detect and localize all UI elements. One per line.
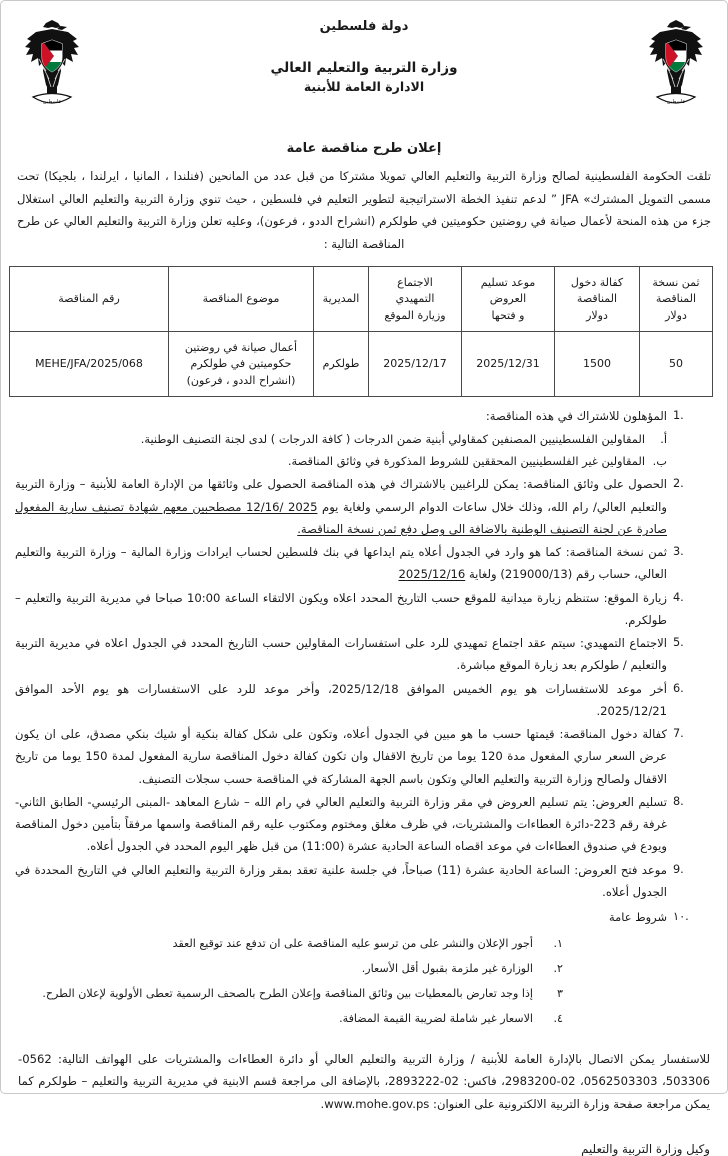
general-condition-1-marker: ١. (553, 937, 563, 951)
department-name: الادارة العامة للأبنية (303, 79, 425, 94)
term-1-sub-b-text: المقاولين غير الفلسطينيين المحققين للشروط المذكورة في وثائق المناقصة. (287, 453, 645, 468)
header-meeting-l1: الاجتماع (397, 275, 433, 289)
cell-tender-number: MEHE/JFA/2025/068 (10, 332, 169, 397)
svg-text:فلسطين: فلسطين (43, 99, 61, 105)
term-3-underlined-date: 2025/12/16 (398, 567, 466, 582)
term-1-number: 1. (673, 409, 684, 423)
term-1-text: المؤهلون للاشتراك في هذه المناقصة: (485, 409, 667, 424)
header-subject: موضوع المناقصة (169, 267, 314, 332)
general-condition-2-marker: ٢. (553, 962, 563, 975)
header-price (640, 267, 713, 332)
term-1-sub-a (15, 429, 667, 451)
header-price-l2: المناقصة (655, 292, 697, 306)
svg-text:فلسطين: فلسطين (667, 99, 685, 105)
term-4-text: زيارة الموقع: ستنظم زيارة ميدانية للموقع حسب التاريخ المحدد اعلاه ويكون الالتقاء الساعة 10:00 صباحا في مديرية التربية والتعليم – طولكرم. (15, 590, 667, 627)
term-item-1 (15, 405, 713, 472)
term-6-text: أخر موعد للاستفسارات هو يوم الخميس الموافق 2025/12/18، وأخر موعد للرد على الاستفسارات هو يوم الأحد الموافق 2025/12/21. (15, 681, 667, 718)
header-price-l3: دولار (665, 308, 687, 322)
general-condition-1 (15, 932, 667, 957)
general-condition-4-text: الاسعار غير شاملة لضريبة القيمة المضافة. (339, 1011, 533, 1025)
term-item-4 (15, 587, 713, 632)
palestine-eagle-emblem-left (21, 17, 83, 117)
header-deadline-l2: العروض (489, 292, 527, 306)
term-7-number: 7. (673, 727, 684, 741)
terms-list (15, 405, 713, 903)
term-1-sub-b-marker: ب. (652, 453, 667, 468)
general-conditions-number: ١٠. (673, 910, 689, 924)
header-tender-number: رقم المناقصة (10, 267, 169, 332)
header-text-block (15, 11, 713, 94)
header-meeting-l3: وزيارة الموقع (384, 308, 446, 322)
term-2-number: 2. (673, 477, 684, 491)
general-condition-3-marker: ٣ (557, 986, 563, 1000)
palestine-eagle-emblem-right (645, 17, 707, 117)
intro-paragraph: تلقت الحكومة الفلسطينية لصالح وزارة التربية والتعليم العالي تمويلا مشتركا من قبل عدد من المانحين (فنلندا ، المانيا ، ايرلندا ، بلجيكا) تحت مسمى التمويل المشترك» JFA ” لدعم تنفيذ الخطة الاستراتيجية لتطوير التعليم في فلسطين ، حيث تنوي وزارة التربية والتعليم العالي استغلال جزء من هذه المنحة لأعمال صيانة في روضتين حكوميتين في طولكرم (انشراح الددو ، فرعون)، وعليه تعلن وزارة التربية والتعليم العالي عن طرح المناقصة التالية : (17, 169, 711, 251)
cell-subject (169, 332, 314, 397)
header-guarantee (555, 267, 640, 332)
term-4-number: 4. (673, 590, 684, 604)
term-2-text: الحصول على وثائق المناقصة: يمكن للراغبين بالاشتراك في هذه المناقصة الحصول على وثائقها من الإدارة العامة للأبنية – وزارة التربية والتعليم العالي/ رام الله، وذلك خلال ساعات الدوام الرسمي ولغاية يوم (15, 477, 667, 514)
term-1-sub-a-marker: أ. (660, 431, 667, 446)
header-guarantee-l2: المناقصة (576, 292, 618, 306)
cell-subject-l2: حكوميتين في طولكرم (190, 357, 292, 371)
general-conditions-list (15, 932, 667, 1032)
header-deadline-l1: موعد تسليم (480, 275, 536, 289)
term-item-6 (15, 678, 713, 723)
cell-price: 50 (640, 332, 713, 397)
term-5-text: الاجتماع التمهيدي: سيتم عقد اجتماع تمهيدي للرد على استفسارات المقاولين حسب التاريخ المحدد في الجدول اعلاه في مديرية التربية والتعليم / طولكرم بعد زيارة الموقع مباشرة. (15, 636, 667, 673)
general-condition-4 (15, 1007, 667, 1032)
state-name: دولة فلسطين (319, 19, 409, 34)
signature-line: وكيل وزارة التربية والتعليم (581, 1141, 710, 1156)
term-8-number: 8. (673, 794, 684, 808)
term-item-3 (15, 541, 713, 586)
header-meeting-l2: التمهيدي (395, 292, 435, 306)
term-1-sub-a-text: المقاولين الفلسطينيين المصنفين كمقاولي أبنية ضمن الدرجات ( كافة الدرجات ) لدى لجنة التصنيف الوطنية. (140, 431, 645, 446)
general-conditions-label: شروط عامة (609, 910, 667, 925)
cell-guarantee: 1500 (555, 332, 640, 397)
table-header-row (10, 267, 713, 332)
header-guarantee-l1: كفالة دخول (570, 275, 624, 289)
term-item-8 (15, 791, 713, 858)
header-deadline-l3: و فتحها (491, 308, 525, 322)
term-item-7 (15, 723, 713, 790)
cell-subject-l3: (انشراح الددو ، فرعون) (186, 373, 296, 387)
general-condition-4-marker: ٤. (553, 1011, 563, 1025)
contact-info: للاستفسار يمكن الاتصال بالإدارة العامة للأبنية / وزارة التربية والتعليم العالي أو دائرة العطاءات والمشتريات على الهواتف التالية: 0562-503306، 0562503303، 02-2983200، فاكس: 02-2893222، بالإضافة الى مراجعة قسم الابنية في مديرية التربية والتعليم – طولكرم كما يمكن مراجعة صفحة وزارة التربية الالكترونية على العنوان: www.mohe.gov.ps. (18, 1051, 710, 1112)
term-9-text: موعد فتح العروض: الساعة الحادية عشرة (11) صباحاً، في جلسة علنية تعقد بمقر وزارة التربية والتعليم العالي في التاريخ المحددة في الجدول أعلاه. (15, 862, 668, 899)
page-title: إعلان طرح مناقصة عامة (286, 141, 442, 156)
term-8-text: تسليم العروض: يتم تسليم العروض في مقر وزارة التربية والتعليم العالي في رام الله – شارع المعاهد -المبنى الرئيسي- الطابق الثاني-غرفة رقم 223-دائرة العطاءات والمشتريات، في ظرف مغلق ومختوم ومكتوب عليه رقم المناقصة واسمها مرفقاً بتأمين دخول المناقصة ويودع في صندوق العطاءات في موعد اقصاه الساعة الحادية عشرة (11:00) من قبل ظهر اليوم المحدد في الجدول أعلاه. (15, 794, 667, 854)
term-item-5 (15, 632, 713, 677)
header-price-l1: ثمن نسخة (652, 275, 700, 289)
term-9-number: 9. (673, 862, 684, 876)
term-1-sub-b (15, 451, 667, 473)
term-3-text: ثمن نسخة المناقصة: كما هو وارد في الجدول أعلاه يتم ايداعها في بنك فلسطين لحساب ايرادات وزارة المالية – وزارة التربية والتعليم العالي، حساب رقم (219000/13) ولغاية (15, 545, 667, 582)
term-5-number: 5. (673, 636, 684, 650)
header-meeting (369, 267, 462, 332)
cell-directorate: طولكرم (314, 332, 369, 397)
general-condition-1-text: أجور الإعلان والنشر على من ترسو عليه المناقصة على ان تدفع عند توقيع العقد (172, 937, 533, 951)
term-1-sublist (15, 429, 667, 473)
term-item-9 (15, 859, 713, 904)
general-conditions-block (15, 906, 713, 1032)
tender-table (9, 266, 713, 397)
ministry-name: وزارة التربية والتعليم العالي (270, 60, 458, 76)
general-condition-2-text: الوزارة غير ملزمة بقبول أقل الأسعار. (361, 962, 533, 975)
term-3-number: 3. (673, 545, 684, 559)
general-condition-2 (15, 957, 667, 982)
term-6-number: 6. (673, 681, 684, 695)
term-2-underlined-text: 2025 /12/16 مصطحبين معهم شهادة تصنيف سارية المفعول صادرة عن لجنة التصنيف الوطنية بالاضافة الى وصل دفع ثمن نسخة المناقصة. (15, 499, 667, 536)
header-guarantee-l3: دولار (586, 308, 608, 322)
header-directorate: المديرية (314, 267, 369, 332)
term-7-text: كفالة دخول المناقصة: قيمتها حسب ما هو مبين في الجدول أعلاه، وتكون على شكل كفالة بنكية أو شيك بنكي مصدق، على ان يكون عرض السعر ساري المفعول مدة 120 يوما من تاريخ الاقفال وان تكون كفالة دخول المناقصة سارية المفعول لمدة 150 يوما من تاريخ الاقفال ولصالح وزارة التربية والتعليم العالي وتكون باسم الجهة المشاركة في المناقصة حسب سجلات التصنيف. (15, 727, 667, 786)
general-condition-3-text: إذا وجد تعارض بالمعطيات بين وثائق المناقصة وإعلان الطرح بالصحف الرسمية تعطى الأولوية لإعلان الطرح. (42, 986, 533, 1000)
header-deadline (462, 267, 555, 332)
cell-subject-l1: أعمال صيانة في روضتين (184, 340, 298, 354)
term-item-2 (15, 473, 713, 540)
general-condition-3 (15, 982, 667, 1007)
document-header (15, 11, 713, 123)
cell-deadline: 2025/12/31 (462, 332, 555, 397)
cell-meeting: 2025/12/17 (369, 332, 462, 397)
table-row (10, 332, 713, 397)
